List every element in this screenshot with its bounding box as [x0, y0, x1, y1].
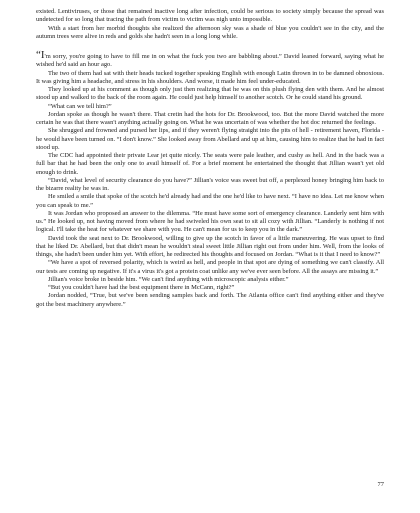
paragraph: existed. Lentiviruses, or those that remained inactive long after infection, could be serious to society simply because the spread was undetected for so long that tracing the path from victim to victim was nigh unto impossible. — [36, 8, 384, 24]
page-number: 77 — [377, 481, 384, 488]
paragraph: Jordan nodded, “True, but we've been sending samples back and forth. The Atlanta office can't find anything either and they've got the best machinery anywhere.” — [36, 292, 384, 308]
paragraph: The CDC had appointed their private Lear jet quite nicely. The seats were pale leather, and cushy as hell. And in the back was a full bar that he had been the only one to avail himself of. For a brief moment he entertained the thought that Jillian wasn't yet old enough to drink. — [36, 152, 384, 176]
paragraph: The two of them had sat with their heads tucked together speaking English with enough Latin thrown in to be damned obnoxious. It was giving him a headache, and stress in his shoulders. And worse, it made him feel under-educated. — [36, 69, 384, 85]
paragraph: She shrugged and frowned and pursed her lips, and if they weren't flying straight into the pits of hell - retirement haven, Florida - he would have been turned on. “I don't know.” She looked away from Abellard and up at him, causing him to realize that he had in fact stood up. — [36, 127, 384, 151]
paragraph: “But you couldn't have had the best equipment there in McCann, right?” — [48, 284, 235, 291]
paragraph: David took the seat next to Dr. Brookwood, willing to give up the scotch in favor of a little maneuvering. He was upset to find that he liked Dr. Abellard, but that didn't mean he wouldn't steal sweet little Jillian right out from under him. Well, from the looks of things, she hadn't been under him yet. With effort, he redirected his thoughts and focused on Jordan. “What is it that I need to know?” — [36, 234, 384, 258]
paragraph: “What can we tell him?” — [48, 102, 112, 110]
chapter-opening-paragraph — [36, 51, 384, 70]
section-break — [36, 41, 384, 51]
paragraph: “We have a spot of reversed polarity, which is weird as hell, and people in that spot are dying of something we can't classify. All our tests are coming up negative. If it's a virus it's got a protein coat unlike any we've ever seen before. All the assays are missing it.” — [36, 259, 384, 275]
paragraph: He smiled a smile that spoke of the scotch he'd already had and the one he'd like to have next. “I have no idea. Let me know when you can speak to me.” — [36, 193, 384, 209]
paragraph: Jordan spoke as though he wasn't there. That cretin had the hots for Dr. Brookwood, too. But the more David watched the more certain he was that there wasn't anything actually going on. What he was uncertain of was whether the hot doc returned the feelings. — [36, 110, 384, 126]
paragraph: “David, what level of security clearance do you have?” Jillian's voice was sweet but off, a perplexed honey bringing him back to the bizarre reality he was in. — [36, 176, 384, 192]
paragraph: With a start from her morbid thoughts she realized the afternoon sky was a shade of blue you couldn't see in the city, and the autumn trees were alive in reds and golds she hadn't seen in a long long while. — [36, 24, 384, 40]
drop-cap: “I — [36, 49, 45, 61]
chapter-opening-text: 'm sorry, you're going to have to fill me in on what the fuck you two are babbling about.” David leaned forward, saying what he wished he'd said an hour ago. — [36, 53, 384, 69]
paragraph: Jillian's voice broke in beside him. “We can't find anything with microscopic analysis either.” — [48, 275, 289, 283]
paragraph: It was Jordan who proposed an answer to the dilemma. “He must have some sort of emergency clearance. Landerly sent him with us.” He looked up, not having moved from where he had swiveled his own seat to sit all cozy with Jillian. “Landerly is nothing if not logical. I'll take the heat for whatever we share with you. He can't mean for us to keep you in the dark.” — [36, 209, 384, 234]
paragraph: They looked up at his comment as though only just then realizing that he was on this plush flying den with them. And he almost stood up and walked to the back of the room again. He could just help himself to another scotch. Or he could stand his ground. — [36, 86, 384, 102]
